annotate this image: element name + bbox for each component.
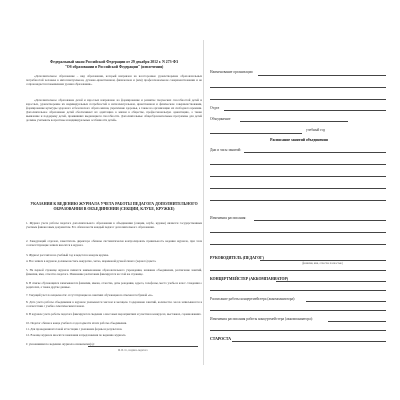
law-paragraph-2: «Дополнительное образование детей и взрослых направлено на формирование и развитие творческих способностей детей и взрослых, удовлетворение их индивидуальных потребностей в интеллектуальном, нравственном и физическом совершенствовании, формирование культуры здорового и безопасного образа жизни, укрепление здоровья, а также на организацию их свободного времени. Дополнительное образование детей обеспечивает их адаптацию к жизни в обществе, профессиональную ориентацию, а также выявление и поддержку детей, проявивших выдающиеся способности. Дополнительные общеобразовательные программы для детей должны учитывать возрастные и индивидуальные особенности детей». [26, 98, 202, 123]
instruction-item: 2. Заведующий отделом, заместитель директора обязаны систематически контролировать правильность ведения журнала, при этом соответствующие записи вносятся в журнал. [26, 239, 202, 248]
instructions-title: УКАЗАНИЯ К ВЕДЕНИЮ ЖУРНАЛА УЧЕТА РАБОТЫ ПЕДАГОГА ДОПОЛНИТЕЛЬНОГО ОБРАЗОВАНИЯ В ОБЪЕДИНЕНИИ (СЕКЦИИ, КЛУБЕ, КРУЖКЕ) [30, 202, 198, 211]
supervisor-caption: (фамилия, имя, отчество полностью) [302, 262, 343, 265]
instruction-item: 4. Все записи в журнале должны вестись аккуратно, четко, шариковой ручкой синего (черного) цвета. [26, 259, 157, 263]
days-line[interactable] [244, 152, 386, 153]
association-line[interactable] [240, 121, 348, 122]
concertmaster-changes-line[interactable] [328, 321, 386, 322]
changes-line-3[interactable] [210, 244, 386, 245]
instruction-item: 5. На первой странице журнала пишется наименование образовательного учреждения, название объединения, расписание занятий, фамилия, имя, отчество педагога. Изменение расписания фиксируется на этой же странице. [26, 268, 202, 277]
right-page [210, 40, 388, 365]
year-line[interactable] [210, 133, 302, 134]
days-line-3[interactable] [210, 176, 386, 177]
instruction-item: 9. В журнале учета работы педагога фиксируются сведения о массовых мероприятиях и участии в конкурсах, выставках, соревнованиях. [26, 312, 202, 316]
association-label: Объединение [210, 117, 231, 121]
instruction-item: 10. Педагог обязан в конце учебного года подвести итоги работы объединения. [26, 321, 127, 325]
changes-label: Изменения расписания: [210, 216, 247, 220]
supervisor-line-2[interactable] [210, 270, 386, 271]
instruction-item: 1. Журнал учета работы педагога дополнительного образования в объединении (секции, клубе, кружке) является государственным учетным финансовым документом. Его обязан вести каждый педагог дополнительного образования. [26, 221, 202, 230]
instruction-item: 11. Для проведения итоговой аттестации с указанием формы и результатов. [26, 327, 123, 331]
dept-line[interactable] [224, 110, 386, 111]
law-heading-line-1: Федеральный закон Российской Федерации от 29 декабря 2012 г. N 273-ФЗ [49, 60, 179, 64]
law-heading [26, 60, 202, 70]
schedule-title: Расписание занятий объединения [270, 138, 328, 142]
days-label: Дни и часы занятий: [210, 148, 242, 152]
changes-line[interactable] [254, 220, 386, 221]
supervisor-label: РУКОВОДИТЕЛЬ (ПЕДАГОГ) [210, 256, 264, 260]
instruction-item: 6. В списке обучающихся записываются фамилии, имена, отчества, даты рождения, адреса, телефоны, место учебы и класс. Сведения о родителях, а также другие данные. [26, 281, 202, 290]
concertmaster-line-2[interactable] [210, 290, 386, 291]
days-line-2[interactable] [210, 164, 386, 165]
dept-label: Отдел [210, 106, 220, 110]
org-line-2[interactable] [210, 87, 386, 88]
concertmaster-changes-label: Изменения расписания работы концертмейстера (аккомпаниатора): [210, 317, 313, 321]
signature-line[interactable] [88, 346, 198, 347]
days-line-5[interactable] [210, 200, 386, 201]
org-line[interactable] [258, 75, 386, 76]
instruction-item: 8. Дата учета работы объединения в журнале указывается числом и месяцем. Содержание занятий, количество часов записываются в соответствии с учебно-тематическим планом. [26, 300, 202, 309]
concertmaster-schedule-line[interactable] [306, 301, 386, 302]
year-label: учебный год [306, 128, 326, 132]
head-line[interactable] [232, 341, 386, 342]
left-page [26, 40, 202, 365]
page-fold [203, 40, 204, 365]
changes-line-2[interactable] [210, 232, 386, 233]
signature-text: С указаниями по ведению журнала ознакомлен(а): [26, 342, 95, 346]
law-paragraph-1: «Дополнительное образование – вид образования, который направлен на всестороннее удовлетворение образовательных потребностей человека в интеллектуальном, духовно-нравственном, физическом и (или) профессиональном совершенствовании и не сопровождается повышением уровня образования». [26, 74, 202, 87]
signature-caption: Ф. И. О., подпись педагога [118, 349, 148, 352]
supervisor-line[interactable] [260, 260, 386, 261]
concertmaster-label: КОНЦЕРТМЕЙСТЕР (АККОМПАНИАТОР) [210, 277, 289, 281]
head-label: СТАРОСТА [210, 337, 231, 341]
concertmaster-schedule-line-2[interactable] [210, 310, 386, 311]
instruction-item: 7. Текущий учет посещаемости: отсутствующие на занятиях обучающиеся отмечаются буквой «н». [26, 293, 154, 297]
concertmaster-schedule-label: Расписание работы концертмейстера (аккомпаниатора): [210, 297, 296, 301]
days-line-4[interactable] [210, 188, 386, 189]
journal-spread [0, 40, 400, 365]
org-line-3[interactable] [210, 99, 386, 100]
instruction-item: 3. Журнал рассчитан на учебный год и ведется в каждом кружке. [26, 253, 109, 257]
instruction-item: 12. В конце журнала вносятся замечания и предложения по ведению журнала. [26, 333, 127, 337]
concertmaster-changes-line-2[interactable] [210, 330, 386, 331]
org-label: Наименование организации [210, 70, 253, 74]
law-heading-line-2: "Об образовании в Российской Федерации" (извлечения) [64, 65, 164, 69]
concertmaster-line[interactable] [276, 281, 386, 282]
